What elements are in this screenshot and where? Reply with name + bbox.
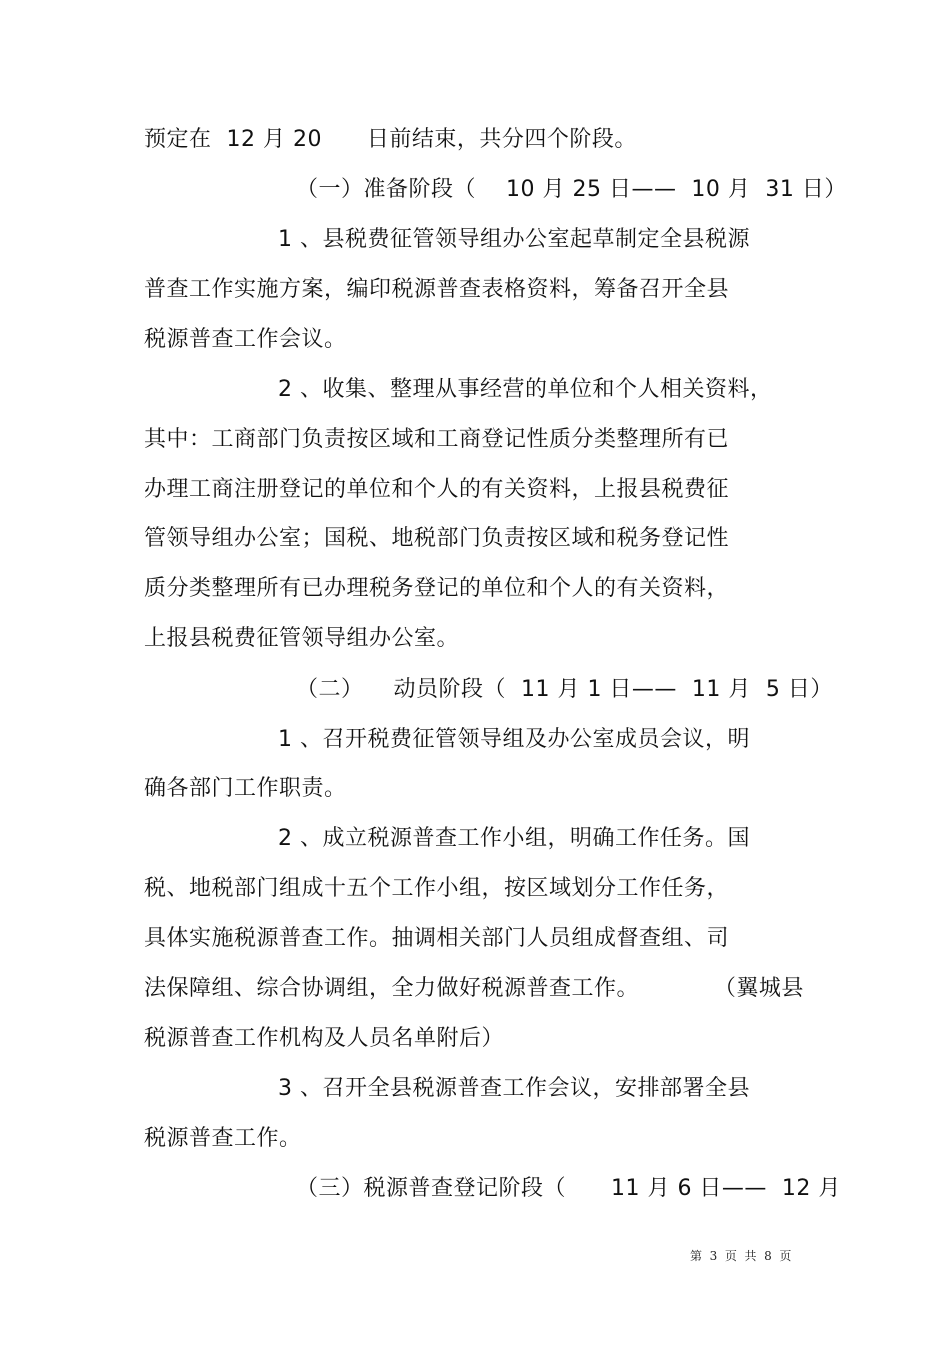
text-line: 具体实施税源普查工作。抽调相关部门人员组成督查组、司: [144, 926, 730, 951]
text-line: 确各部门工作职责。: [144, 776, 347, 801]
text-line: 法保障组、综合协调组，全力做好税源普查工作。 （翼城县: [144, 976, 804, 1001]
text-line: 税源普查工作会议。: [144, 327, 347, 352]
text-line: 税源普查工作。: [144, 1126, 302, 1151]
text-line: 普查工作实施方案，编印税源普查表格资料，筹备召开全县: [144, 277, 730, 302]
page-footer: 第 3 页 共 8 页: [690, 1249, 792, 1263]
text-line: 1 、召开税费征管领导组及办公室成员会议，明: [278, 727, 750, 752]
text-line: 税、地税部门组成十五个工作小组，按区域划分工作任务，: [144, 876, 730, 901]
text-line: 预定在 12 月 20 日前结束，共分四个阶段。: [144, 127, 637, 152]
text-line: 2 、成立税源普查工作小组，明确工作任务。国: [278, 826, 750, 851]
text-line: 2 、收集、整理从事经营的单位和个人相关资料，: [278, 377, 773, 402]
section-heading: （三）税源普查登记阶段（ 11 月 6 日—— 12 月: [296, 1176, 841, 1201]
text-line: 管领导组办公室；国税、地税部门负责按区域和税务登记性: [144, 526, 730, 551]
text-line: 质分类整理所有已办理税务登记的单位和个人的有关资料，: [144, 576, 730, 601]
text-line: 1 、县税费征管领导组办公室起草制定全县税源: [278, 227, 750, 252]
text-line: 3 、召开全县税源普查工作会议，安排部署全县: [278, 1076, 750, 1101]
section-heading: （二） 动员阶段（ 11 月 1 日—— 11 月 5 日）: [296, 677, 833, 702]
text-line: 税源普查工作机构及人员名单附后）: [144, 1026, 505, 1051]
text-line: 其中：工商部门负责按区域和工商登记性质分类整理所有已: [144, 427, 730, 452]
section-heading: （一）准备阶段（ 10 月 25 日—— 10 月 31 日）: [296, 177, 847, 202]
text-line: 上报县税费征管领导组办公室。: [144, 626, 460, 651]
text-line: 办理工商注册登记的单位和个人的有关资料，上报县税费征: [144, 477, 730, 502]
